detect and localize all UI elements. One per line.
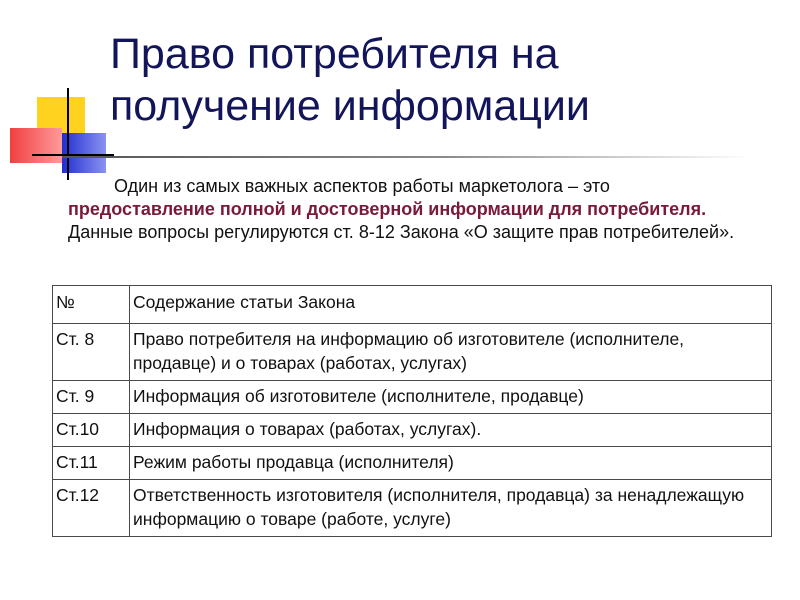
slide-title bbox=[110, 28, 590, 132]
article-number: Ст.11 bbox=[53, 447, 130, 480]
header-number: № bbox=[53, 286, 130, 324]
article-content: Режим работы продавца (исполнителя) bbox=[130, 447, 772, 480]
article-number: Ст. 9 bbox=[53, 381, 130, 414]
title-divider bbox=[62, 156, 752, 158]
intro-highlight: предоставление полной и достоверной информации для потребителя. bbox=[68, 199, 707, 219]
article-content: Информация о товарах (работах, услугах). bbox=[130, 414, 772, 447]
table-row bbox=[53, 414, 772, 447]
intro-text-end: Данные вопросы регулируются ст. 8-12 Закона «О защите прав потребителей». bbox=[68, 222, 735, 242]
slide-title-line-1: Право потребителя на bbox=[110, 30, 559, 78]
article-content: Информация об изготовителе (исполнителе, продавце) bbox=[130, 381, 772, 414]
table-row bbox=[53, 381, 772, 414]
intro-text-start: Один из самых важных аспектов работы маркетолога – это bbox=[114, 176, 610, 196]
table-row bbox=[53, 324, 772, 381]
ornament-vertical-line bbox=[67, 88, 69, 180]
article-number: Ст.10 bbox=[53, 414, 130, 447]
law-articles-table bbox=[52, 285, 772, 537]
intro-paragraph bbox=[68, 175, 748, 244]
table-row bbox=[53, 447, 772, 480]
slide-corner-ornament-icon bbox=[0, 0, 120, 200]
header-content: Содержание статьи Закона bbox=[130, 286, 772, 324]
slide-title-line-2: получение информации bbox=[110, 82, 590, 130]
table-header-row bbox=[53, 286, 772, 324]
article-number: Ст. 8 bbox=[53, 324, 130, 381]
article-content: Ответственность изготовителя (исполнителя, продавца) за ненадлежащую информацию о товаре (работе, услуге) bbox=[130, 480, 772, 537]
ornament-red-square bbox=[10, 128, 62, 163]
article-content: Право потребителя на информацию об изготовителе (исполнителе, продавце) и о товарах (работах, услугах) bbox=[130, 324, 772, 381]
article-number: Ст.12 bbox=[53, 480, 130, 537]
table-row bbox=[53, 480, 772, 537]
